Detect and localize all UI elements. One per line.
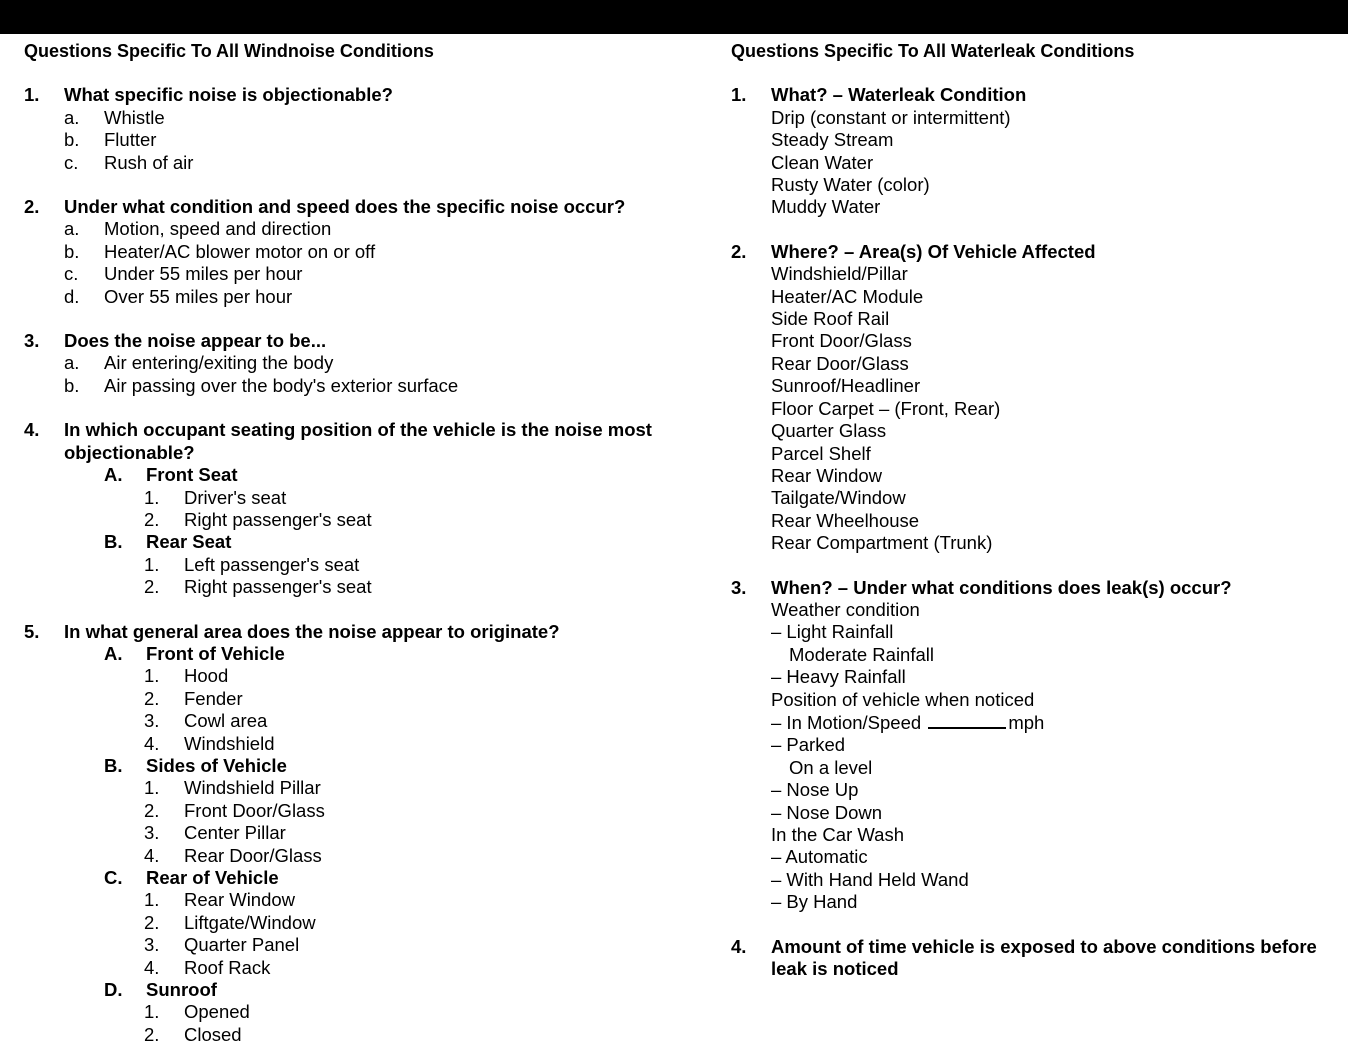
item-text: Rush of air (104, 151, 194, 173)
list-item (144, 800, 704, 822)
item-marker: 2. (144, 911, 160, 933)
list-item: On a level (789, 756, 873, 778)
item-marker: 1. (144, 889, 160, 911)
group-marker: D. (104, 979, 123, 1001)
group-text: Rear of Vehicle (146, 867, 279, 888)
question-text: In which occupant seating position of the vehicle is the noise most objectionable? (64, 419, 652, 463)
item-marker: b. (64, 129, 80, 151)
list-item (64, 286, 704, 308)
item-text: Fender (184, 687, 243, 709)
group-text: Front Seat (146, 464, 238, 486)
list-item: – Nose Up (771, 779, 859, 801)
list-item (64, 375, 704, 397)
question-number: 5. (24, 620, 40, 642)
group-marker: A. (104, 464, 123, 486)
item-text: Motion, speed and direction (104, 218, 332, 240)
question-number: 4. (731, 935, 747, 957)
waterleak-question-1 (731, 84, 1331, 218)
item-text: Air entering/exiting the body (104, 352, 334, 374)
item-text: Rear Door/Glass (184, 844, 322, 866)
list-item (144, 733, 704, 755)
question-text: Does the noise appear to be... (64, 330, 327, 352)
list-item (144, 1024, 704, 1046)
item-marker: 1. (144, 1001, 160, 1023)
item-marker: 2. (144, 508, 160, 530)
item-text: Front Door/Glass (184, 799, 325, 821)
item-marker: 3. (144, 710, 160, 732)
list-item (64, 218, 704, 240)
list-item: Side Roof Rail (771, 308, 890, 330)
item-text: Heater/AC blower motor on or off (104, 240, 376, 262)
item-marker: 3. (144, 822, 160, 844)
group-heading (104, 643, 704, 665)
windnoise-question-2 (24, 196, 704, 308)
item-marker: 2. (144, 687, 160, 709)
group-heading (104, 531, 704, 553)
item-marker: c. (64, 151, 79, 173)
item-text: Opened (184, 1001, 250, 1023)
item-text: Closed (184, 1023, 242, 1045)
item-text: Windshield (184, 732, 275, 754)
item-text: Roof Rack (184, 956, 271, 978)
question-number: 3. (24, 330, 40, 352)
item-marker: 1. (144, 777, 160, 799)
item-text: Air passing over the body's exterior surface (104, 374, 459, 396)
list-item: Tailgate/Window (771, 487, 906, 509)
list-item (144, 554, 704, 576)
position-label: Position of vehicle when noticed (771, 688, 1035, 710)
question-number: 2. (731, 240, 747, 262)
list-item: Steady Stream (771, 129, 894, 151)
list-item: – By Hand (771, 891, 858, 913)
waterleak-section-title: Questions Specific To All Waterleak Conditions (731, 41, 1135, 61)
item-text: Right passenger's seat (184, 508, 372, 530)
list-item (144, 889, 704, 911)
list-item (144, 665, 704, 687)
item-text: Center Pillar (184, 822, 286, 844)
list-item (144, 912, 704, 934)
list-item: – With Hand Held Wand (771, 868, 969, 890)
item-text: Rear Window (184, 889, 296, 911)
question-number: 1. (731, 84, 747, 106)
question-number: 2. (24, 196, 40, 218)
item-marker: b. (64, 374, 80, 396)
group-heading (104, 464, 704, 486)
item-marker: 1. (144, 665, 160, 687)
list-item: Heater/AC Module (771, 285, 924, 307)
list-item: Sunroof/Headliner (771, 375, 921, 397)
list-item (144, 688, 704, 710)
list-item (144, 710, 704, 732)
list-item (144, 845, 704, 867)
item-text: Under 55 miles per hour (104, 263, 303, 285)
group-heading (104, 755, 704, 777)
weather-condition-label: Weather condition (771, 598, 920, 620)
item-text: Hood (184, 665, 229, 687)
group-marker: B. (104, 531, 123, 553)
item-marker: 2. (144, 576, 160, 598)
item-text: Cowl area (184, 710, 268, 732)
list-item (144, 576, 704, 598)
item-text: Whistle (104, 106, 165, 128)
list-item (64, 263, 704, 285)
item-text: Quarter Panel (184, 934, 300, 956)
list-item: Floor Carpet – (Front, Rear) (771, 397, 1001, 419)
item-text: Liftgate/Window (184, 911, 316, 933)
group-text: Sunroof (146, 979, 217, 1001)
car-wash-label: In the Car Wash (771, 824, 904, 845)
item-text: Windshield Pillar (184, 777, 321, 799)
item-marker: a. (64, 352, 80, 374)
list-item: – Light Rainfall (771, 621, 894, 643)
top-black-bar (0, 0, 1348, 34)
list-item: – Heavy Rainfall (771, 666, 906, 688)
question-text: What? – Waterleak Condition (771, 84, 1027, 106)
list-item (144, 509, 704, 531)
item-marker: d. (64, 285, 80, 307)
group-text: Front of Vehicle (146, 642, 285, 664)
speed-unit: mph (1008, 711, 1045, 733)
item-text: Driver's seat (184, 486, 287, 508)
list-item: Drip (constant or intermittent) (771, 106, 1011, 128)
list-item: Windshield/Pillar (771, 263, 908, 285)
list-item (144, 777, 704, 799)
list-item: – Automatic (771, 846, 868, 868)
waterleak-question-2 (731, 241, 1331, 555)
item-marker: 4. (144, 732, 160, 754)
windnoise-question-3 (24, 330, 704, 397)
question-text: What specific noise is objectionable? (64, 84, 393, 106)
item-marker: a. (64, 218, 80, 240)
windnoise-question-5 (24, 621, 704, 1047)
list-item (144, 934, 704, 956)
item-marker: a. (64, 106, 80, 128)
list-item: Rear Window (771, 464, 883, 486)
item-marker: 3. (144, 934, 160, 956)
item-marker: c. (64, 263, 79, 285)
question-number: 3. (731, 576, 747, 598)
speed-label: – In Motion/Speed (771, 711, 922, 733)
question-text: Where? – Area(s) Of Vehicle Affected (771, 240, 1096, 262)
group-heading (104, 979, 704, 1001)
list-item (64, 241, 704, 263)
item-marker: 2. (144, 799, 160, 821)
question-text: In what general area does the noise appear to originate? (64, 620, 560, 642)
item-text: Left passenger's seat (184, 553, 360, 575)
speed-line (771, 711, 1331, 734)
list-item: – Parked (771, 734, 846, 756)
list-item (144, 487, 704, 509)
list-item: Rear Compartment (Trunk) (771, 532, 993, 554)
item-marker: 4. (144, 844, 160, 866)
waterleak-column (731, 40, 1331, 980)
group-marker: A. (104, 642, 123, 664)
speed-blank-field[interactable] (928, 711, 1006, 729)
list-item (64, 107, 704, 129)
windnoise-question-1 (24, 84, 704, 174)
group-heading (104, 867, 704, 889)
item-marker: b. (64, 240, 80, 262)
item-marker: 1. (144, 486, 160, 508)
group-marker: C. (104, 867, 123, 888)
list-item (144, 822, 704, 844)
item-text: Flutter (104, 129, 157, 151)
list-item (144, 1001, 704, 1023)
item-marker: 2. (144, 1023, 160, 1045)
list-item: Rusty Water (color) (771, 174, 930, 196)
group-text: Sides of Vehicle (146, 754, 287, 776)
question-number: 1. (24, 84, 40, 106)
waterleak-question-3 (731, 577, 1331, 914)
list-item (64, 129, 704, 151)
question-number: 4. (24, 419, 40, 441)
windnoise-column (24, 40, 704, 1046)
question-text: Under what condition and speed does the specific noise occur? (64, 196, 626, 218)
list-item: Muddy Water (771, 196, 881, 218)
list-item: Moderate Rainfall (789, 643, 934, 665)
list-item (64, 352, 704, 374)
list-item: Front Door/Glass (771, 330, 912, 352)
windnoise-section-title: Questions Specific To All Windnoise Conditions (24, 41, 434, 61)
list-item: Rear Wheelhouse (771, 509, 920, 531)
question-text: Amount of time vehicle is exposed to above conditions before leak is noticed (771, 935, 1317, 980)
list-item: Quarter Glass (771, 420, 887, 442)
list-item: – Nose Down (771, 801, 883, 823)
question-text: When? – Under what conditions does leak(s) occur? (771, 576, 1232, 598)
group-text: Rear Seat (146, 531, 232, 553)
list-item: Parcel Shelf (771, 442, 871, 464)
list-item: Clean Water (771, 151, 874, 173)
list-item: Rear Door/Glass (771, 352, 909, 374)
item-text: Right passenger's seat (184, 576, 372, 598)
item-marker: 4. (144, 956, 160, 978)
item-marker: 1. (144, 553, 160, 575)
list-item (144, 957, 704, 979)
list-item (64, 152, 704, 174)
waterleak-question-4 (731, 936, 1331, 981)
windnoise-question-4 (24, 419, 704, 598)
group-marker: B. (104, 754, 123, 776)
item-text: Over 55 miles per hour (104, 285, 293, 307)
